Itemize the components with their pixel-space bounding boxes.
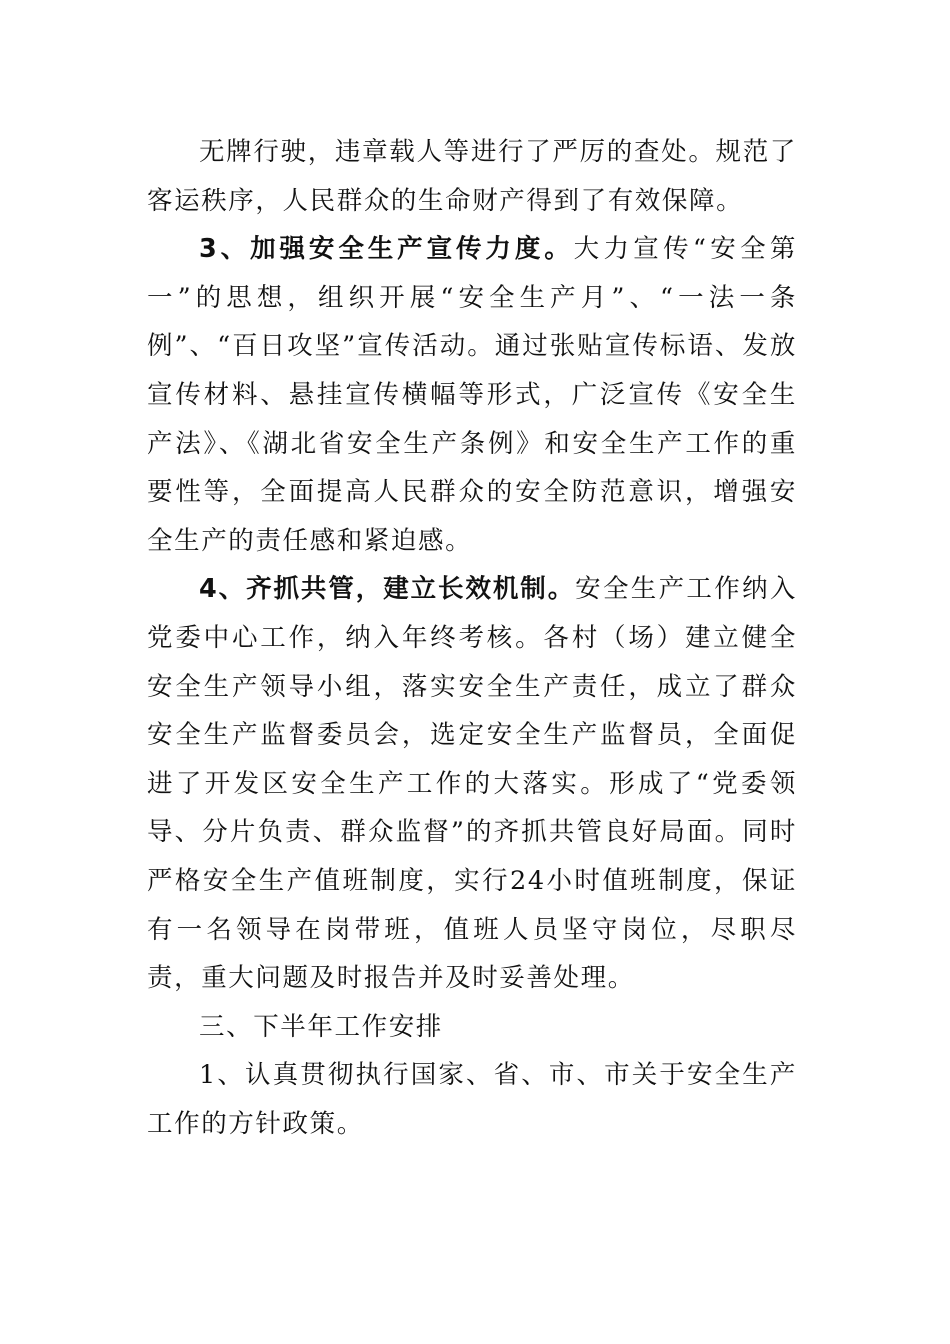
paragraph-heading: 3、加强安全生产宣传力度。 bbox=[199, 234, 574, 265]
paragraph-continuation bbox=[147, 128, 797, 225]
paragraph-text: 安全生产工作纳入党委中心工作，纳入年终考核。各村（场）建立健全安全生产领导小组，落实安全生产责任，成立了群众安全生产监督委员会，选定安全生产监督员，全面促进了开发区安全生产工作的大落实。形成了“党委领导、分片负责、群众监督”的齐抓共管良好局面。同时严格安全生产值班制度，实行24小时值班制度，保证有一名领导在岗带班，值班人员坚守岗位，尽职尽责，重大问题及时报告并及时妥善处理。 bbox=[147, 574, 797, 994]
paragraph-text: 1、认真贯彻执行国家、省、市、市关于安全生产工作的方针政策。 bbox=[147, 1060, 797, 1139]
section-heading-text: 三、下半年工作安排 bbox=[199, 1011, 443, 1042]
paragraph-plan-item-1 bbox=[147, 1051, 797, 1148]
section-heading bbox=[147, 1003, 797, 1052]
document-body bbox=[147, 128, 797, 1148]
paragraph-heading: 4、齐抓共管，建立长效机制。 bbox=[199, 574, 576, 605]
paragraph-propaganda bbox=[147, 225, 797, 565]
paragraph-joint-management bbox=[147, 565, 797, 1002]
paragraph-text: 无牌行驶，违章载人等进行了严厉的查处。规范了客运秩序，人民群众的生命财产得到了有效保障。 bbox=[147, 137, 797, 216]
paragraph-text: 大力宣传“安全第一”的思想，组织开展“安全生产月”、“一法一条例”、“百日攻坚”宣传活动。通过张贴宣传标语、发放宣传材料、悬挂宣传横幅等形式，广泛宣传《安全生产法》、《湖北省安全生产条例》和安全生产工作的重要性等，全面提高人民群众的安全防范意识，增强安全生产的责任感和紧迫感。 bbox=[147, 234, 798, 556]
